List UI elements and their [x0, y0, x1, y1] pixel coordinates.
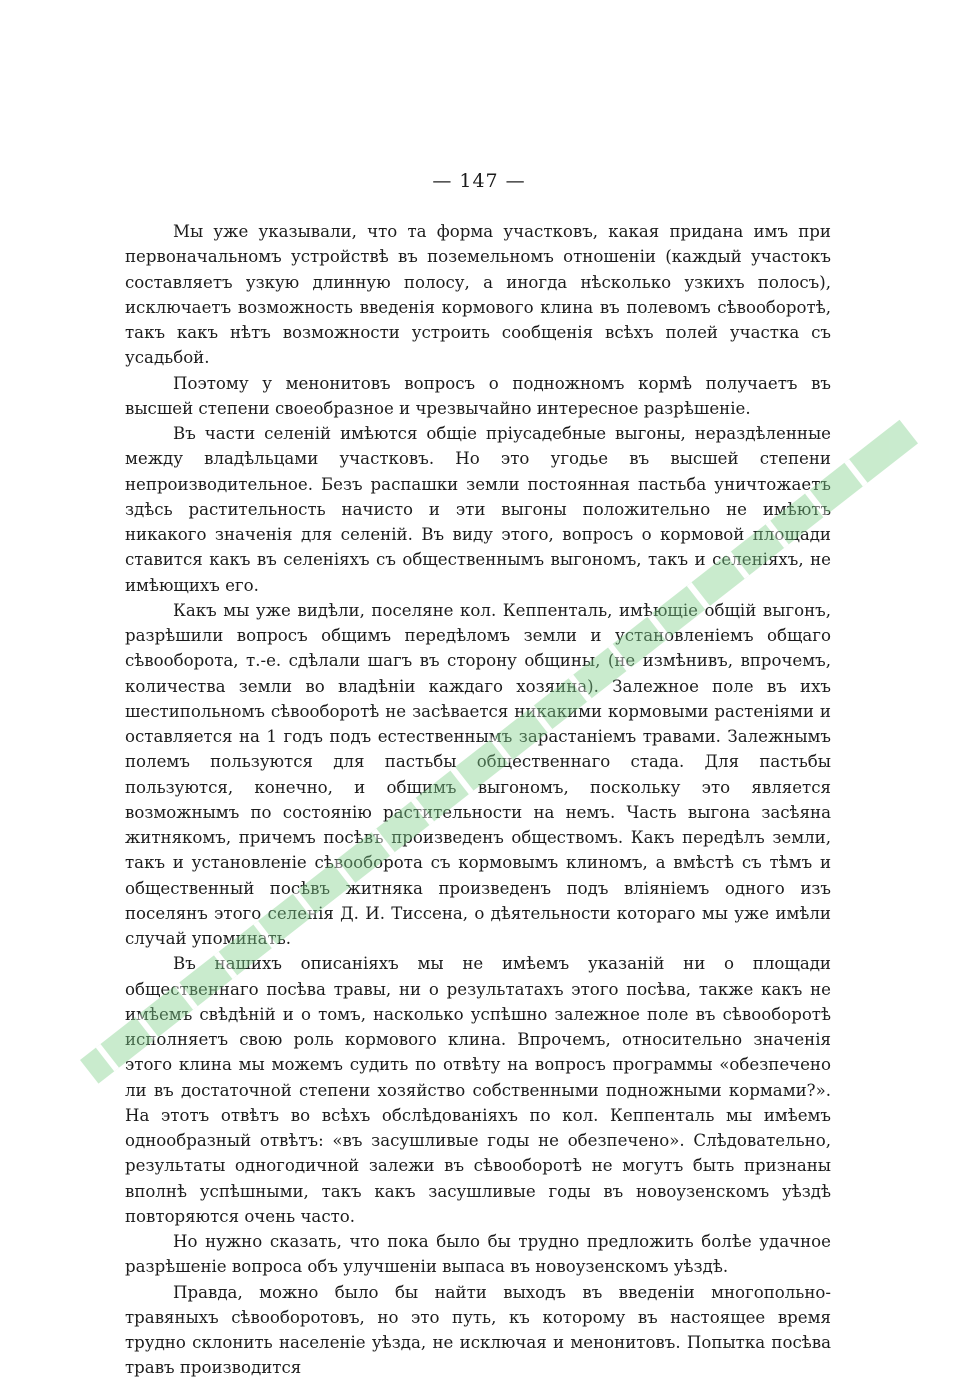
paragraph: Въ части селеній имѣются общіе пріусадебные выгоны, нераздѣленные между владѣльцами участковъ. Но это угодье въ высшей степени непроизводительное. Безъ распашки земли постоянная пастьба уничтожаетъ здѣсь растительность начисто и эти выгоны положительно не имѣютъ никакого значенія для селеній. Въ виду этого, вопросъ о кормовой площади ставится какъ въ селеніяхъ съ общественнымъ выгономъ, такъ и селеніяхъ, не имѣющихъ его.	[125, 424, 831, 595]
paragraph: Поэтому у менонитовъ вопросъ о подножномъ кормѣ получаетъ въ высшей степени своеобразное и чрезвычайно интересное разрѣшеніе.	[125, 373, 831, 418]
paragraph: Какъ мы уже видѣли, поселяне кол. Кеппенталь, имѣющіе общій выгонъ, разрѣшили вопросъ общимъ передѣломъ земли и установленіемъ общаго сѣвооборота, т.-е. сдѣлали шагъ въ сторону общины, (не измѣнивъ, впрочемъ, количества земли во владѣніи каждаго хозяина). Залежное поле въ ихъ шестипольномъ сѣвооборотѣ не засѣвается никакими кормовыми растеніями и оставляется на 1 годъ подъ естественнымъ зарастаніемъ травами. Залежнымъ полемъ пользуются для пастьбы общественнаго стада. Для пастьбы пользуются, конечно, и общимъ выгономъ, поскольку это является возможнымъ по состоянію растительности на немъ. Часть выгона засѣяна житнякомъ, причемъ посѣвъ произведенъ обществомъ. Какъ передѣлъ земли, такъ и установленіе сѣвооборота съ кормовымъ клиномъ, а вмѣстѣ съ тѣмъ и общественный посѣвъ житняка произведенъ подъ вліяніемъ одного изъ поселянъ этого селенія Д. И. Тиссена, о дѣятельности котораго мы уже имѣли случай упоминать.	[125, 600, 831, 948]
paragraph: Правда, можно было бы найти выходъ въ введеніи многопольно-травяныхъ сѣвооборотовъ, но это путь, къ которому въ настоящее время трудно склонить населеніе уѣзда, не исключая и менонитовъ. Попытка посѣва травъ производится	[125, 1282, 831, 1378]
paragraph: Въ нашихъ описаніяхъ мы не имѣемъ указаній ни о площади общественнаго посѣва травы, ни о результатахъ этого посѣва, также какъ не имѣемъ свѣдѣній и о томъ, насколько успѣшно залежное поле въ сѣвооборотѣ исполняетъ свою роль кормового клина. Впрочемъ, относительно значенія этого клина мы можемъ судить по отвѣту на вопросъ программы «обезпечено ли въ достаточной степени хозяйство собственными подножными кормами?». На этотъ отвѣтъ во всѣхъ обслѣдованіяхъ по кол. Кеппенталь мы имѣемъ однообразный отвѣтъ: «въ засушливые годы не обезпечено». Слѣдовательно, результаты одногодичной залежи въ сѣвооборотѣ не могутъ быть признаны вполнѣ успѣшными, такъ какъ засушливые годы въ новоузенскомъ уѣздѣ повторяются очень часто.	[125, 954, 831, 1226]
body-text	[125, 219, 831, 1381]
paragraph: Но нужно сказать, что пока было бы трудно предложить болѣе удачное разрѣшеніе вопроса объ улучшеніи выпаса въ новоузенскомъ уѣздѣ.	[125, 1232, 831, 1277]
paragraph: Мы уже указывали, что та форма участковъ, какая придана имъ при первоначальномъ устройствѣ въ поземельномъ отношеніи (каждый участокъ составляетъ узкую длинную полосу, а иногда нѣсколько узкихъ полосъ), исключаетъ возможность введенія кормового клина въ полевомъ сѣвооборотѣ, такъ какъ нѣтъ возможности устроить сообщенія всѣхъ полей участка съ усадьбой.	[125, 222, 831, 368]
page-number: — 147 —	[432, 170, 526, 192]
